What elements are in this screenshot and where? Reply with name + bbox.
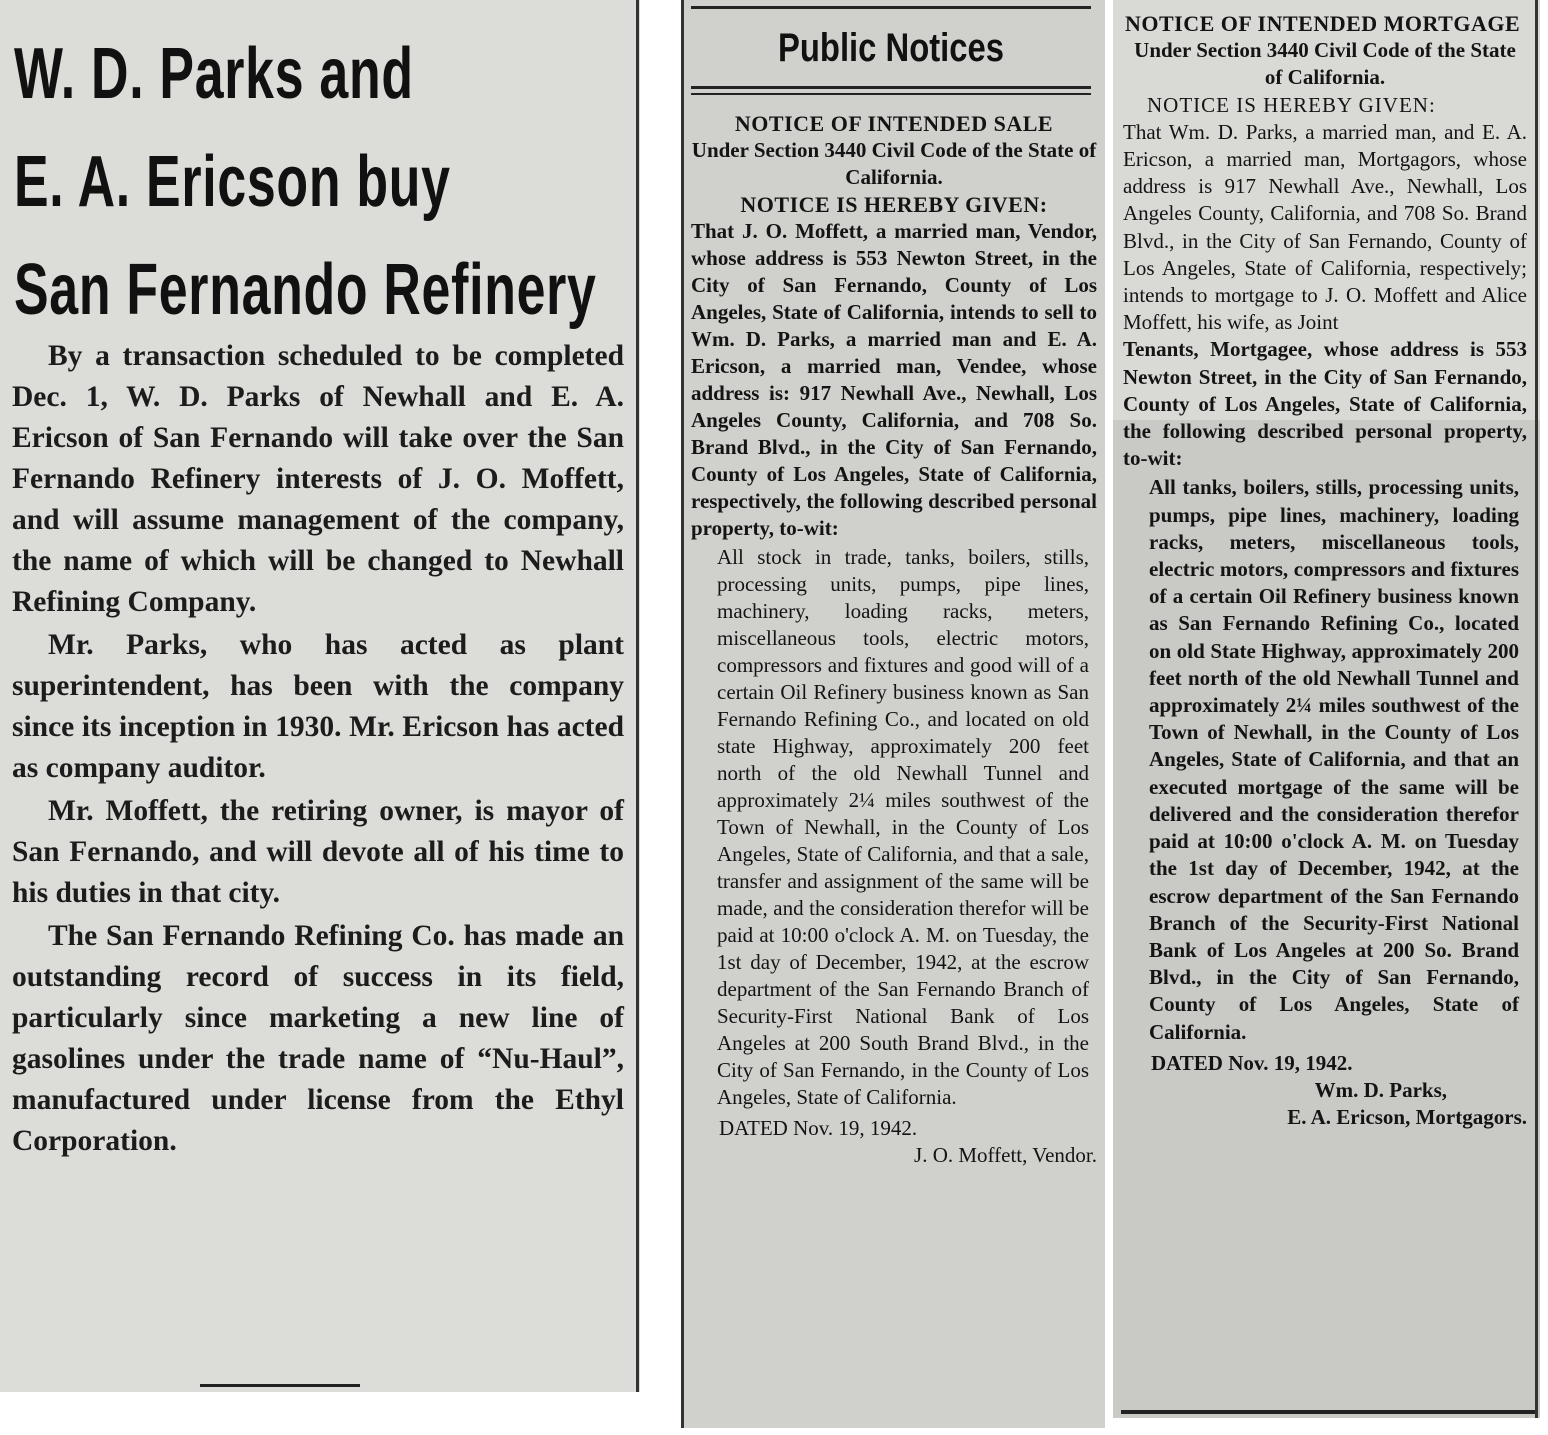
mortgage-notice-section: Under Section 3440 Civil Code of the State of California. (1134, 38, 1516, 90)
sale-notice-property: All stock in trade, tanks, boilers, stills, processing units, pumps, pipe lines, machinery, loading racks, meters, miscellaneous tools, electric motors, compressors and fixtures and good will of a certain Oil Refinery business known as San Fernando Refining Co., and located on old state Highway, approximately 200 feet north of the old Newhall Tunnel and approximately 2¼ miles southwest of the Town of Newhall, in the County of Los Angeles, State of California, and that a sale, transfer and assignment of the same will be made, and the consideration therefor will be paid at 10:00 o'clock A. M. on Tuesday, the 1st day of December, 1942, at the escrow department of the San Fernando Branch of Security-First National Bank of Los Angeles at 200 South Brand Blvd., in the City of San Fernando, in the County of Los Angeles, State of California. (717, 545, 1089, 1109)
header-rule-bottom (691, 86, 1091, 89)
mortgage-notice-dated: DATED Nov. 19, 1942. (1151, 1050, 1353, 1075)
column-rule (636, 0, 639, 1392)
sale-notice-heading: NOTICE OF INTENDED SALE (734, 111, 1054, 136)
header-rule-bottom-2 (691, 93, 1091, 95)
story-body (12, 336, 624, 1164)
notice-sale-clipping (681, 0, 1105, 1428)
mortgage-notice (1123, 10, 1527, 1131)
story-end-rule (200, 1384, 360, 1387)
column-rule (681, 0, 684, 1428)
mortgage-notice-body-a: That Wm. D. Parks, a married man, and E. A. Ericson, a married man, Mortgagors, whose address is 917 Newhall Ave., Newhall, Los Angeles County, California, and 708 So. Brand Blvd., in the City of San Fernando, County of Los Angeles, State of California, respectively; intends to mortgage to J. O. Moffett and Alice Moffett, his wife, as Joint (1123, 119, 1527, 335)
sale-notice-body: That J. O. Moffett, a married man, Vendor, whose address is 553 Newton Street, in the City of San Fernando, County of Los Angeles, State of California, intends to sell to Wm. D. Parks, a married man and E. A. Ericson, a married man, Vendee, whose address is: 917 Newhall Ave., Newhall, Los Angeles County, California, and 708 So. Brand Blvd., in the City of San Fernando, County of Los Angeles, State of California, respectively, the following described personal property, to-wit: (691, 219, 1097, 540)
story-paragraph: The San Fernando Refining Co. has made an outstanding record of success in its field, particularly since marketing a new line of gasolines under the trade name of “Nu-Haul”, manufactured under license from the Ethyl Corporation. (12, 920, 624, 1157)
sale-notice-given: NOTICE IS HEREBY GIVEN: (740, 192, 1048, 217)
story-paragraph: Mr. Moffett, the retiring owner, is mayor of San Fernando, and will devote all of his time to his duties in that city. (12, 795, 624, 909)
story-headline (14, 20, 597, 344)
mortgage-notice-property: All tanks, boilers, stills, processing units, pumps, pipe lines, machinery, loading racks, meters, miscellaneous tools, electric motors, compressors and fixtures of a certain Oil Refinery business known as San Fernando Refining Co., located on old State Highway, approximately 200 feet north of the old Newhall Tunnel and approximately 2¼ miles southwest of the Town of Newhall, in the County of Los Angeles, State of California, and that an executed mortgage of the same will be delivered and the consideration therefor paid at 10:00 o'clock A. M. on Tuesday the 1st day of December, 1942, at the escrow department of the San Fernando Branch of the Security-First National Bank of Los Angeles at 200 So. Brand Blvd., in the City of San Fernando, County of Los Angeles, State of California. (1149, 475, 1519, 1044)
headline-line-2: E. A. Ericson buy (14, 142, 451, 222)
mortgage-notice-signature-1: Wm. D. Parks, (1314, 1077, 1447, 1102)
news-clipping (0, 0, 640, 1392)
notice-end-rule (1121, 1410, 1536, 1414)
headline-line-3: San Fernando Refinery (14, 250, 597, 330)
header-rule-top (691, 6, 1091, 9)
mortgage-notice-given: NOTICE IS HEREBY GIVEN: (1147, 92, 1436, 117)
sale-notice-dated: DATED Nov. 19, 1942. (719, 1116, 918, 1140)
sale-notice-section: Under Section 3440 Civil Code of the State of California. (691, 138, 1097, 189)
sale-notice (691, 110, 1097, 1169)
column-rule (1535, 0, 1538, 1418)
sale-notice-signature: J. O. Moffett, Vendor. (914, 1143, 1097, 1167)
public-notices-header: Public Notices (777, 26, 1005, 70)
mortgage-notice-signature-2: E. A. Ericson, Mortgagors. (1287, 1105, 1527, 1130)
story-paragraph: By a transaction scheduled to be completed Dec. 1, W. D. Parks of Newhall and E. A. Ericson of San Fernando will take over the San Fernando Refinery interests of J. O. Moffett, and will assume management of the company, the name of which will be changed to Newhall Refining Company. (12, 340, 624, 618)
notice-mortgage-clipping (1113, 0, 1540, 1418)
headline-line-1: W. D. Parks and (14, 34, 414, 114)
mortgage-notice-heading: NOTICE OF INTENDED MORTGAGE (1125, 11, 1521, 36)
story-paragraph: Mr. Parks, who has acted as plant superintendent, has been with the company since its inception in 1930. Mr. Ericson has acted as company auditor. (12, 629, 624, 784)
mortgage-notice-body-b: Tenants, Mortgagee, whose address is 553 Newton Street, in the City of San Fernando, County of Los Angeles, State of California, the following described personal property, to-wit: (1123, 337, 1527, 471)
